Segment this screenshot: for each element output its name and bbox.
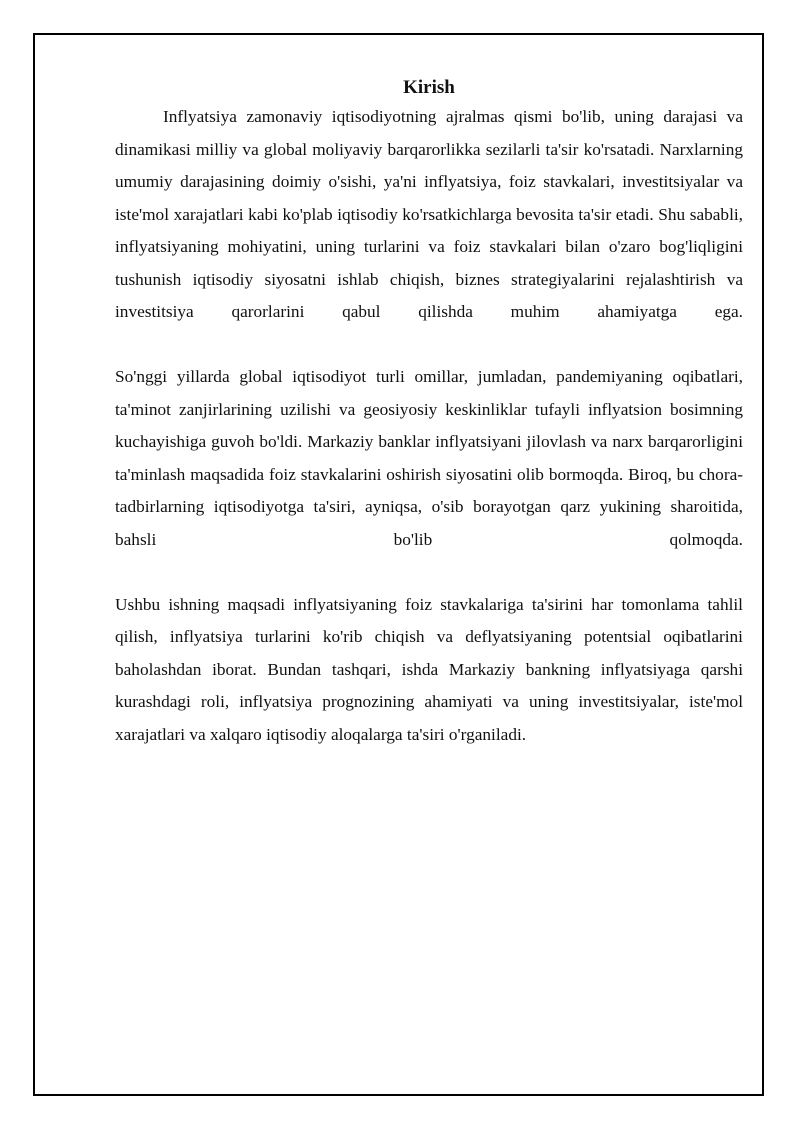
document-title: Kirish (403, 77, 455, 98)
paragraph-spacer (115, 556, 743, 589)
paragraph-intro: Inflyatsiya zamonaviy iqtisodiyotning ajralmas qismi bo'lib, uning darajasi va dinamikasi milliy va global moliyaviy barqarorlikka sezilarli ta'sir ko'rsatadi. Narxlarning umumiy darajasining doimiy o'sishi, ya'ni inflyatsiya, foiz stavkalari, investitsiyalar va iste'mol xarajatlari kabi ko'plab iqtisodiy ko'rsatkichlarga bevosita ta'sir etadi. Shu sababli, inflyatsiyaning mohiyatini, uning turlarini va foiz stavkalari bilan o'zaro bog'liqligini tushunish iqtisodiy siyosatni ishlab chiqish, biznes strategiyalarini rejalashtirish va investitsiya qarorlarini qabul qilishda muhim ahamiyatga ega. (115, 107, 743, 321)
paragraph-spacer (115, 329, 743, 362)
paragraph-goal: Ushbu ishning maqsadi inflyatsiyaning foiz stavkalariga ta'sirini har tomonlama tahlil qilish, inflyatsiya turlarini ko'rib chiqish va deflyatsiyaning potentsial oqibatlarini baholashdan iborat. Bundan tashqari, ishda Markaziy bankning inflyatsiyaga qarshi kurashdagi roli, inflyatsiya prognozining ahamiyati va uning investitsiyalar, iste'mol xarajatlari va xalqaro iqtisodiy aloqalarga ta'siri o'rganiladi. (115, 594, 743, 744)
document-body (115, 75, 743, 751)
paragraph-context: So'nggi yillarda global iqtisodiyot turli omillar, jumladan, pandemiyaning oqibatlari, ta'minot zanjirlarining uzilishi va geosiyosiy keskinliklar tufayli inflyatsion bosimning kuchayishiga guvoh bo'ldi. Markaziy banklar inflyatsiyani jilovlash va narx barqarorligini ta'minlash maqsadida foiz stavkalarini oshirish siyosatini olib bormoqda. Biroq, bu chora-tadbirlarning iqtisodiyotga ta'siri, ayniqsa, o'sib borayotgan qarz yukining sharoitida, bahsli bo'lib qolmoqda. (115, 367, 743, 549)
